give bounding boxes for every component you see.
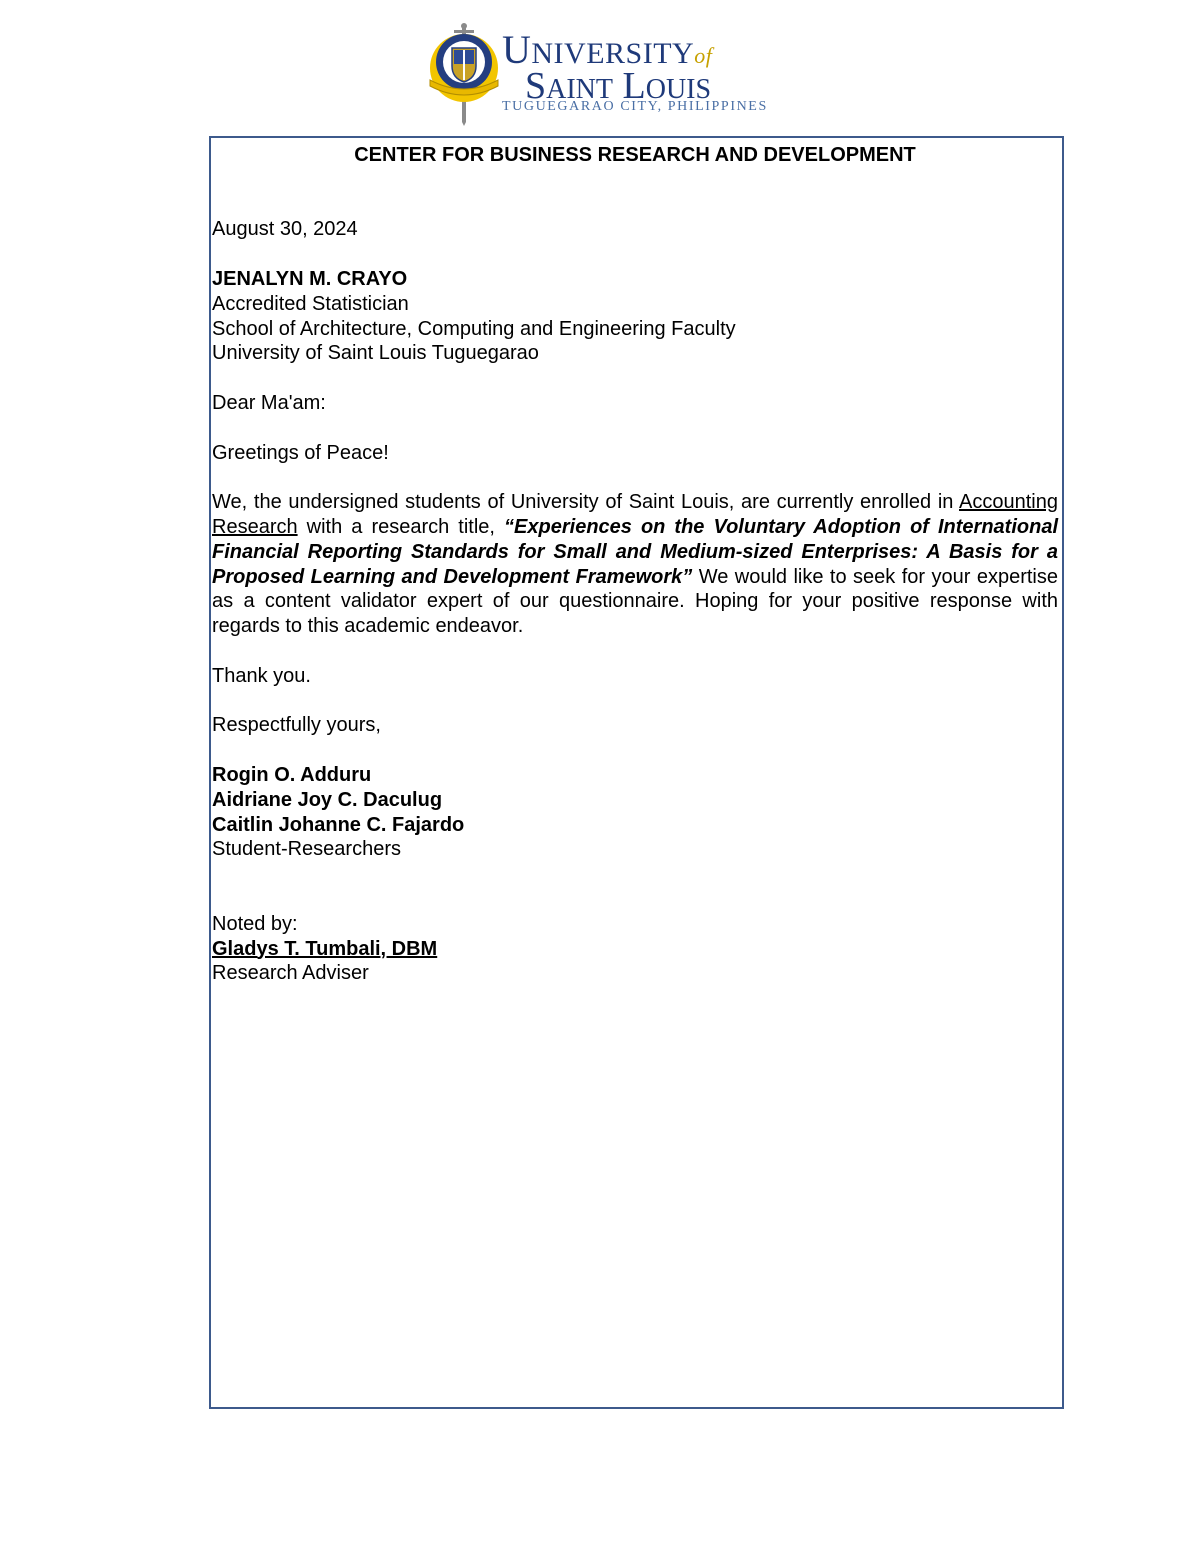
wordmark-niversity: NIVERSITY	[531, 37, 695, 70]
greeting: Greetings of Peace!	[212, 441, 389, 464]
adviser-role: Research Adviser	[212, 962, 369, 985]
adviser-name: Gladys T. Tumbali, DBM	[212, 937, 438, 960]
research-title: “Experiences on the Voluntary Adoption of International Financial Reporting Standards for Small and Medium-sized Enterprises: A Basis for a Proposed Learning and Development Framework”	[212, 515, 1059, 588]
researcher-name: Caitlin Johanne C. Fajardo	[212, 813, 465, 836]
salutation: Dear Ma'am:	[212, 391, 326, 414]
thanks: Thank you.	[212, 664, 311, 687]
course-name: Accounting Research	[212, 491, 1058, 538]
body-text-2: with a research title,	[297, 515, 505, 538]
body-paragraph	[212, 490, 1058, 639]
university-seal-icon	[424, 20, 504, 128]
wordmark-of: of	[694, 43, 713, 68]
letter-body	[212, 138, 1058, 986]
researcher-name: Aidriane Joy C. Daculug	[212, 788, 443, 811]
wordmark-location: TUGUEGARAO CITY, PHILIPPINES	[502, 99, 768, 114]
university-logo	[424, 20, 769, 128]
wordmark-l: L	[622, 65, 646, 107]
wordmark-ouis: OUIS	[645, 74, 712, 105]
recipient-institution: University of Saint Louis Tuguegarao	[212, 342, 539, 365]
body-text-1: We, the undersigned students of University of Saint Louis, are currently enrolled in	[212, 491, 960, 514]
letter-frame	[209, 136, 1064, 1409]
wordmark-aint: AINT	[546, 74, 614, 105]
recipient-title: Accredited Statistician	[212, 292, 409, 315]
researcher-name: Rogin O. Adduru	[212, 763, 372, 786]
noted-by-label: Noted by:	[212, 912, 298, 935]
researchers-role: Student-Researchers	[212, 838, 401, 861]
closing: Respectfully yours,	[212, 714, 381, 737]
recipient-name: JENALYN M. CRAYO	[212, 267, 408, 290]
wordmark-u: U	[502, 27, 532, 72]
recipient-department: School of Architecture, Computing and Engineering Faculty	[212, 317, 736, 340]
center-title: CENTER FOR BUSINESS RESEARCH AND DEVELOPMENT	[354, 144, 916, 166]
letter-date: August 30, 2024	[212, 218, 358, 241]
wordmark-s: S	[525, 65, 547, 107]
body-text-3: We would like to seek for your expertise as a content validator expert of our questionnaire. Hoping for your positive response with regards to this academic endeavor.	[212, 565, 1058, 638]
